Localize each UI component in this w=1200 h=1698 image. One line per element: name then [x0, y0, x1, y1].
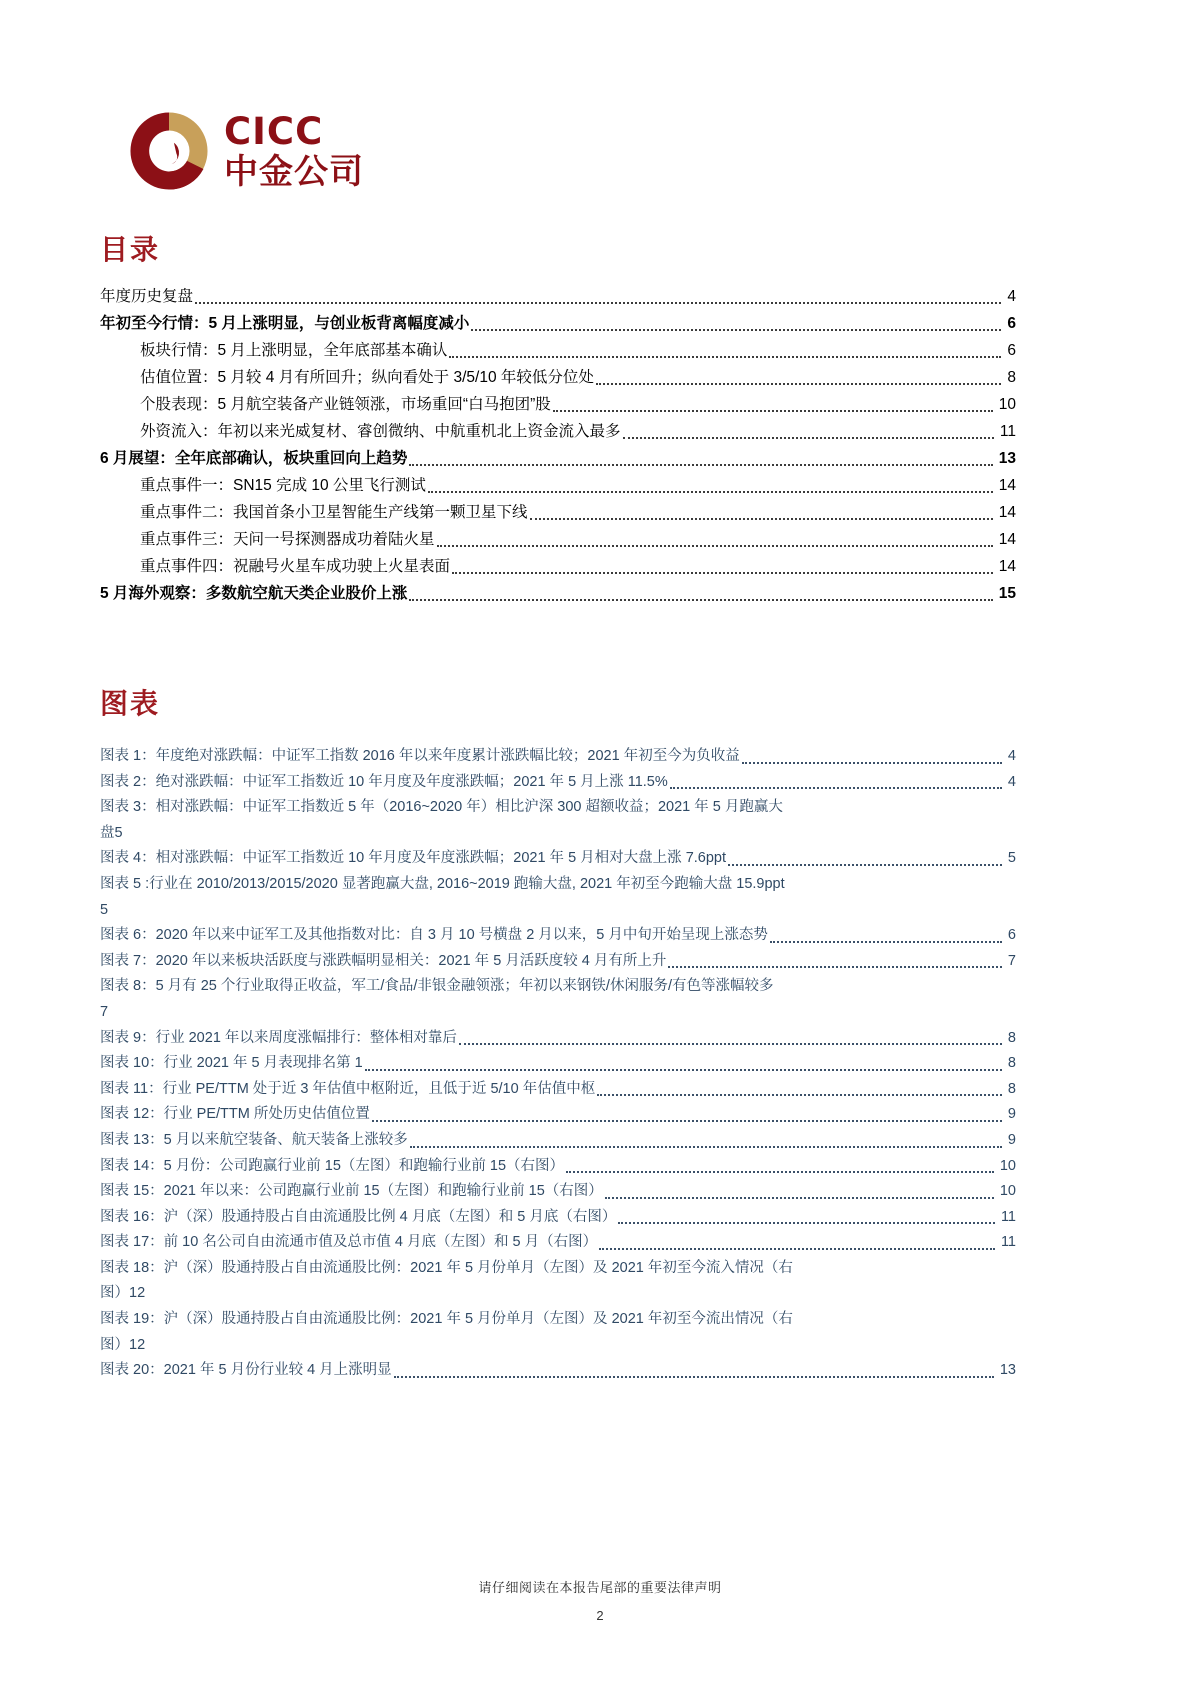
toc-entry[interactable]	[100, 499, 1016, 526]
figure-entry-label: 图表 4：相对涨跌幅：中证军工指数近 10 年月度及年度涨跌幅；2021 年 5 月相对大盘上涨 7.6ppt	[100, 850, 727, 867]
logo-text-en: CICC	[224, 110, 324, 153]
figure-entry-page-number: 7	[1007, 952, 1016, 969]
figure-entry-label: 图表 19：沪（深）股通持股占自由流通股比例：2021 年 5 月份单月（左图）及 2021 年初至今流出情况（右	[100, 1311, 793, 1328]
toc-entry-page-number: 14	[998, 531, 1016, 548]
figure-entry-label: 图表 3：相对涨跌幅：中证军工指数近 5 年（2016~2020 年）相比沪深 300 超额收益；2021 年 5 月跑赢大	[100, 799, 783, 816]
figure-entry-page-number: 5	[100, 901, 109, 918]
toc-dot-leader	[195, 302, 1001, 304]
figure-entry[interactable]	[100, 770, 1016, 796]
figure-entry[interactable]	[100, 923, 1016, 949]
cicc-logo-wordmark	[224, 110, 364, 192]
figure-dot-leader	[770, 941, 1002, 943]
figure-entry[interactable]	[100, 1307, 1016, 1358]
toc-entry[interactable]	[100, 283, 1016, 310]
figure-dot-leader	[618, 1222, 995, 1224]
figure-entry-label-continued: 图）	[100, 1285, 129, 1302]
figure-entry-label: 图表 12：行业 PE/TTM 所处历史估值位置	[100, 1106, 370, 1123]
figure-entry-page-number: 12	[129, 1285, 146, 1302]
figure-entry-page-number: 5	[114, 824, 123, 841]
toc-dot-leader	[437, 545, 993, 547]
table-of-contents	[100, 283, 1016, 607]
toc-entry-page-number: 14	[998, 558, 1016, 575]
figure-entry-label: 图表 8：5 月有 25 个行业取得正收益，军工/食品/非银金融领涨；年初以来钢铁/休闲服务/有色等涨幅较多	[100, 978, 774, 995]
figure-dot-leader	[605, 1197, 994, 1199]
figure-entry-page-number: 10	[999, 1183, 1016, 1200]
toc-entry[interactable]	[100, 553, 1016, 580]
figure-entry-label: 图表 9：行业 2021 年以来周度涨幅排行：整体相对靠后	[100, 1029, 457, 1046]
toc-dot-leader	[623, 437, 994, 439]
figure-dot-leader	[459, 1043, 1002, 1045]
toc-entry[interactable]	[100, 364, 1016, 391]
figure-entry[interactable]	[100, 1205, 1016, 1231]
toc-entry-label: 板块行情：5 月上涨明显，全年底部基本确认	[140, 342, 448, 359]
toc-dot-leader	[428, 491, 993, 493]
cicc-logo	[128, 110, 364, 192]
toc-entry[interactable]	[100, 580, 1016, 607]
toc-entry-label: 估值位置：5 月较 4 月有所回升；纵向看处于 3/5/10 年较低分位处	[140, 369, 594, 386]
figure-entry-page-number: 5	[1007, 850, 1016, 867]
figure-entry[interactable]	[100, 872, 1016, 923]
figure-entry[interactable]	[100, 1051, 1016, 1077]
figure-entry-label: 图表 5 :行业在 2010/2013/2015/2020 显著跑赢大盘, 2016~2019 跑输大盘, 2021 年初至今跑输大盘 15.9ppt	[100, 875, 785, 892]
figure-entry-label: 图表 13：5 月以来航空装备、航天装备上涨较多	[100, 1131, 408, 1148]
figure-entry-label: 图表 6：2020 年以来中证军工及其他指数对比：自 3 月 10 号横盘 2 月以来，5 月中旬开始呈现上涨态势	[100, 927, 768, 944]
figure-dot-leader	[670, 787, 1002, 789]
toc-entry[interactable]	[100, 526, 1016, 553]
figure-list	[100, 744, 1016, 1384]
toc-entry-page-number: 10	[998, 396, 1016, 413]
logo-text-cn: 中金公司	[224, 152, 364, 192]
toc-entry-label: 外资流入：年初以来光威复材、睿创微纳、中航重机北上资金流入最多	[140, 423, 621, 440]
toc-entry-page-number: 6	[1007, 342, 1016, 359]
figure-entry[interactable]	[100, 1230, 1016, 1256]
figure-dot-leader	[597, 1094, 1002, 1096]
figure-dot-leader	[394, 1376, 994, 1378]
figure-entry-page-number: 9	[1007, 1131, 1016, 1148]
toc-entry-page-number: 4	[1007, 288, 1016, 305]
toc-entry[interactable]	[100, 310, 1016, 337]
figure-entry-label: 图表 1：年度绝对涨跌幅：中证军工指数 2016 年以来年度累计涨跌幅比较；2021 年初至今为负收益	[100, 748, 740, 764]
figure-dot-leader	[372, 1120, 1002, 1122]
figure-entry-page-number: 8	[1007, 1029, 1016, 1046]
toc-entry[interactable]	[100, 337, 1016, 364]
toc-entry-page-number: 6	[1007, 315, 1016, 332]
toc-dot-leader	[452, 572, 993, 574]
toc-dot-leader	[409, 464, 992, 466]
figure-dot-leader	[728, 864, 1002, 866]
toc-entry-page-number: 14	[998, 504, 1016, 521]
figure-entry-page-number: 7	[100, 1003, 109, 1020]
toc-dot-leader	[553, 410, 993, 412]
figure-entry-label: 图表 17：前 10 名公司自由流通市值及总市值 4 月底（左图）和 5 月（右图）	[100, 1234, 598, 1251]
toc-entry-label: 个股表现：5 月航空装备产业链领涨，市场重回“白马抱团”股	[140, 396, 551, 413]
figure-entry-label: 图表 7：2020 年以来板块活跃度与涨跌幅明显相关：2021 年 5 月活跃度较 4 月有所上升	[100, 952, 667, 969]
figure-entry-page-number: 11	[1000, 1234, 1016, 1251]
toc-dot-leader	[409, 599, 992, 601]
figure-entry-label: 图表 18：沪（深）股通持股占自由流通股比例：2021 年 5 月份单月（左图）及 2021 年初至今流入情况（右	[100, 1259, 793, 1276]
figure-dot-leader	[599, 1248, 995, 1250]
toc-entry[interactable]	[100, 445, 1016, 472]
figure-entry[interactable]	[100, 1256, 1016, 1307]
figure-entry-page-number: 10	[999, 1157, 1016, 1174]
toc-entry-label: 5 月海外观察：多数航空航天类企业股价上涨	[100, 585, 408, 602]
figure-entry-page-number: 4	[1007, 773, 1016, 790]
figure-entry[interactable]	[100, 1128, 1016, 1154]
figure-entry[interactable]	[100, 1358, 1016, 1384]
figure-entry-page-number: 8	[1007, 1080, 1016, 1097]
toc-entry-label: 重点事件一：SN15 完成 10 公里飞行测试	[140, 477, 426, 494]
toc-entry-label: 年初至今行情：5 月上涨明显，与创业板背离幅度减小	[100, 315, 470, 332]
figure-dot-leader	[668, 966, 1002, 968]
toc-entry-label: 年度历史复盘	[100, 288, 194, 305]
figure-entry-page-number: 9	[1007, 1106, 1016, 1123]
toc-dot-leader	[530, 518, 993, 520]
toc-dot-leader	[596, 383, 1002, 385]
figure-entry[interactable]	[100, 1179, 1016, 1205]
footer-disclaimer: 请仔细阅读在本报告尾部的重要法律声明	[478, 1580, 722, 1595]
figure-entry-label: 图表 11：行业 PE/TTM 处于近 3 年估值中枢附近，且低于近 5/10 年估值中枢	[100, 1080, 596, 1097]
toc-heading: 目录	[100, 234, 161, 265]
toc-entry-label: 重点事件四：祝融号火星车成功驶上火星表面	[140, 558, 451, 575]
figure-entry-page-number: 11	[1000, 1208, 1016, 1225]
figure-entry-label: 图表 2：绝对涨跌幅：中证军工指数近 10 年月度及年度涨跌幅；2021 年 5 月上涨 11.5%	[100, 773, 668, 790]
figure-dot-leader	[566, 1171, 994, 1173]
toc-entry-page-number: 15	[998, 585, 1016, 602]
toc-entry-label: 6 月展望：全年底部确认，板块重回向上趋势	[100, 450, 408, 467]
cicc-logo-mark-icon	[128, 110, 210, 192]
figure-dot-leader	[410, 1146, 1002, 1148]
toc-entry[interactable]	[100, 418, 1016, 445]
toc-entry-page-number: 8	[1007, 369, 1016, 386]
toc-dot-leader	[471, 329, 1001, 331]
toc-entry-page-number: 11	[999, 423, 1016, 440]
figure-entry-label-continued: 盘	[100, 824, 115, 841]
figure-entry[interactable]	[100, 1026, 1016, 1052]
figure-entry[interactable]	[100, 795, 1016, 846]
toc-entry[interactable]	[100, 472, 1016, 499]
footer-page-number: 2	[596, 1608, 604, 1623]
toc-entry-page-number: 13	[998, 450, 1016, 467]
figures-heading: 图表	[100, 688, 161, 719]
figure-entry[interactable]	[100, 846, 1016, 872]
toc-entry-label: 重点事件二：我国首条小卫星智能生产线第一颗卫星下线	[140, 504, 528, 521]
figure-entry[interactable]	[100, 1077, 1016, 1103]
figure-entry[interactable]	[100, 1102, 1016, 1128]
toc-entry-page-number: 14	[998, 477, 1016, 494]
figure-entry[interactable]	[100, 744, 1016, 770]
figure-dot-leader	[742, 762, 1002, 764]
figure-entry-label: 图表 10：行业 2021 年 5 月表现排名第 1	[100, 1055, 363, 1072]
figure-entry-page-number: 6	[1007, 927, 1016, 944]
figure-entry-label: 图表 16：沪（深）股通持股占自由流通股比例 4 月底（左图）和 5 月底（右图）	[100, 1208, 617, 1225]
figure-entry-label: 图表 15：2021 年以来：公司跑赢行业前 15（左图）和跑输行业前 15（右图）	[100, 1183, 603, 1200]
figure-entry[interactable]	[100, 1154, 1016, 1180]
figure-entry-label: 图表 14：5 月份：公司跑赢行业前 15（左图）和跑输行业前 15（右图）	[100, 1157, 565, 1174]
figure-dot-leader	[365, 1069, 1002, 1071]
figure-entry-label: 图表 20：2021 年 5 月份行业较 4 月上涨明显	[100, 1362, 392, 1379]
figure-entry-page-number: 4	[1007, 748, 1016, 764]
figure-entry-page-number: 12	[129, 1336, 146, 1353]
figure-entry[interactable]	[100, 974, 1016, 1025]
toc-dot-leader	[449, 356, 1001, 358]
figure-entry[interactable]	[100, 949, 1016, 975]
figure-entry-page-number: 13	[999, 1362, 1016, 1379]
toc-entry[interactable]	[100, 391, 1016, 418]
figure-entry-label-continued: 图）	[100, 1336, 129, 1353]
toc-entry-label: 重点事件三：天问一号探测器成功着陆火星	[140, 531, 435, 548]
figure-entry-page-number: 8	[1007, 1055, 1016, 1072]
